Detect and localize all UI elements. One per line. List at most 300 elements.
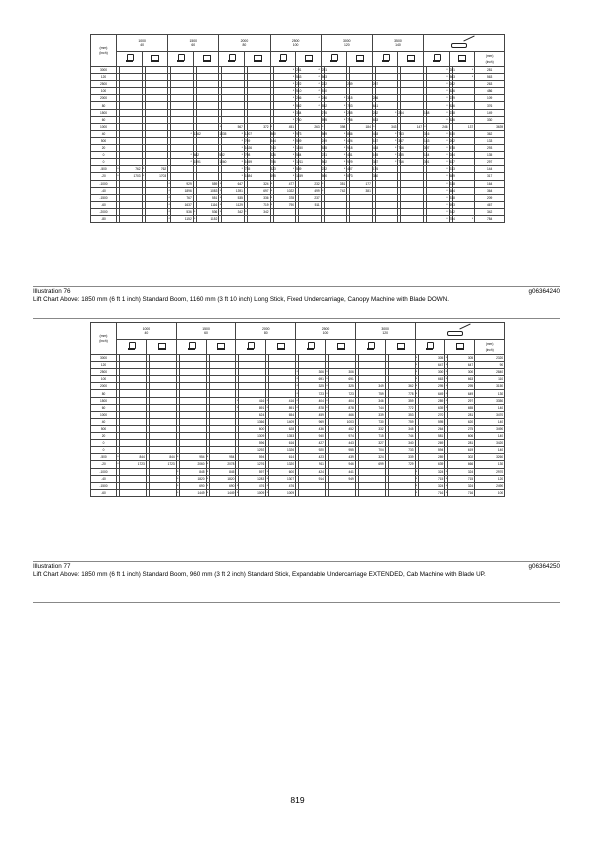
load-cell: * [427, 145, 450, 152]
load-cell [120, 180, 143, 187]
load-cell: 137 [452, 123, 475, 130]
height-cell: -40 [91, 187, 117, 194]
table-row [91, 376, 505, 383]
load-cell: 954 [209, 454, 236, 461]
load-cell: 342 [247, 208, 270, 215]
load-cell: 1283 [239, 475, 266, 482]
load-cell [358, 355, 385, 362]
height-cell: -2000 [91, 208, 117, 215]
side-load-header [398, 52, 424, 67]
load-cell: 684 [449, 188, 455, 193]
max-reach-header [415, 323, 505, 340]
load-cell: 316 [424, 131, 430, 136]
load-cell [328, 355, 355, 362]
load-cell: * [171, 152, 194, 159]
load-cell: 2078 [209, 461, 236, 468]
load-cell [120, 447, 147, 454]
load-cell: 332 [358, 425, 385, 432]
load-cell [388, 376, 415, 383]
height-cell: 2500 [91, 369, 117, 376]
table-row [91, 152, 505, 159]
height-cell: 60 [91, 116, 117, 123]
load-cell: 275 [448, 425, 475, 432]
load-cell: 581 [418, 433, 445, 440]
illustration-caption-1 [33, 288, 560, 304]
load-cell [388, 362, 415, 369]
over-side-icon [458, 54, 465, 62]
load-cell [247, 116, 270, 123]
load-cell [120, 425, 147, 432]
load-cell: * [427, 208, 450, 215]
load-cell: 552 [219, 153, 225, 158]
load-cell [269, 369, 296, 376]
load-cell [120, 397, 147, 404]
load-cell: * [168, 181, 170, 186]
load-cell [222, 81, 245, 88]
load-cell: 691 [299, 376, 326, 383]
load-cell [120, 411, 147, 418]
load-cell [401, 194, 424, 201]
load-cell: 237 [299, 194, 322, 201]
load-cell [375, 208, 398, 215]
load-cell: 624 [239, 411, 266, 418]
load-cell: 300 [448, 369, 475, 376]
load-cell: 372 [247, 123, 270, 130]
load-cell [149, 425, 176, 432]
load-cell [269, 390, 296, 397]
load-cell [299, 489, 326, 496]
load-cell: * [273, 81, 296, 88]
load-cell: 246 [296, 96, 302, 101]
load-cell [120, 468, 147, 475]
load-cell: 690 [179, 482, 206, 489]
load-cell: 263 [475, 81, 505, 88]
over-side-icon [337, 342, 344, 350]
load-cell: * [324, 109, 347, 116]
load-cell: 249 [321, 138, 328, 143]
load-cell [149, 376, 176, 383]
load-cell [239, 390, 266, 397]
load-cell [171, 102, 194, 109]
load-cell: * [270, 181, 273, 186]
load-cell [324, 88, 347, 95]
load-cell [247, 215, 270, 222]
column-header-row [91, 323, 505, 340]
load-cell [120, 355, 147, 362]
load-cell [269, 383, 296, 390]
load-cell: 326 [270, 153, 276, 158]
load-cell [209, 447, 236, 454]
max-reach-cell: 2320 [475, 355, 505, 362]
load-cell [350, 201, 373, 208]
load-cell [222, 88, 245, 95]
load-cell: 209 [475, 194, 505, 201]
load-cell [196, 137, 219, 144]
table-row [91, 362, 505, 369]
load-cell [145, 137, 168, 144]
load-cell: 772 [388, 404, 415, 411]
load-cell: * [375, 109, 398, 116]
load-cell: 552 [321, 103, 328, 108]
table-row [91, 201, 505, 208]
load-cell: 1449 [179, 489, 206, 496]
load-cell: 633 [372, 117, 379, 122]
table-row [91, 355, 505, 362]
height-cell: 2000 [91, 383, 117, 390]
side-load-header [385, 340, 415, 355]
load-cell: 693 [449, 202, 455, 207]
load-cell: * [427, 109, 450, 116]
load-cell: 499 [299, 187, 322, 194]
load-cell: 324 [358, 454, 385, 461]
table-row [91, 116, 505, 123]
height-cell: 120 [91, 362, 117, 369]
max-reach-cell: 100 [475, 489, 505, 496]
load-cell [209, 411, 236, 418]
load-cell [239, 383, 266, 390]
table-row [91, 166, 505, 173]
load-cell [452, 137, 475, 144]
load-cell: * [168, 209, 170, 214]
table-row [91, 433, 505, 440]
load-cell: 407 [347, 167, 353, 172]
load-cell: 1009 [239, 489, 266, 496]
load-cell: 324 [418, 482, 445, 489]
load-cell [222, 116, 245, 123]
load-cell: 251 [296, 68, 302, 73]
side-load-header [244, 52, 270, 67]
load-cell: 940 [299, 433, 326, 440]
height-cell: -500 [91, 454, 117, 461]
load-cell: * [427, 173, 450, 180]
load-cell: 1152 [196, 215, 219, 222]
load-cell: * [177, 476, 179, 481]
load-cell: * [427, 95, 450, 102]
load-cell: * [375, 152, 398, 159]
load-cell [452, 166, 475, 173]
load-cell: 1723 [120, 461, 147, 468]
load-cell: 424 [347, 138, 353, 143]
load-cell [120, 194, 143, 201]
load-cell: * [177, 455, 179, 460]
load-cell: 269 [418, 440, 445, 447]
load-cell [149, 397, 176, 404]
load-cell [401, 95, 424, 102]
load-cell: 756 [347, 117, 353, 122]
over-front-icon [382, 54, 389, 62]
load-cell: 347 [398, 138, 404, 143]
load-cell [149, 489, 176, 496]
load-cell [222, 95, 245, 102]
max-reach-cell: 2840 [475, 369, 505, 376]
load-cell [375, 187, 398, 194]
radius-column-header: 3000 120 [355, 323, 415, 340]
load-cell [209, 355, 236, 362]
over-side-icon [158, 342, 165, 350]
load-cell: * [273, 166, 296, 173]
load-cell: * [236, 490, 239, 495]
load-cell: * [324, 95, 347, 102]
table-row [91, 102, 505, 109]
load-cell [358, 482, 385, 489]
load-cell [401, 74, 424, 81]
load-cell: * [266, 469, 268, 474]
load-cell: * [427, 187, 450, 194]
load-cell: 398 [324, 123, 347, 130]
load-cell [388, 468, 415, 475]
load-cell [209, 369, 236, 376]
load-cell: 637 [449, 160, 455, 165]
divider-rule [33, 602, 560, 603]
load-cell: * [296, 384, 298, 389]
load-cell [247, 102, 270, 109]
load-cell [171, 145, 194, 152]
height-cell: 0 [91, 440, 117, 447]
load-cell: 239 [347, 82, 353, 87]
load-cell [401, 159, 424, 166]
load-cell: * [322, 124, 324, 129]
load-cell: 324 [448, 482, 475, 489]
column-header-row [91, 35, 505, 52]
load-cell: * [206, 476, 209, 481]
load-cell: 380 [372, 174, 379, 179]
load-cell: 1060 [219, 160, 227, 165]
table-row [91, 440, 505, 447]
over-front-icon [126, 54, 133, 62]
load-cell: 297 [448, 397, 475, 404]
load-cell: 1723 [149, 461, 176, 468]
load-cell: 164 [475, 180, 505, 187]
load-cell [179, 447, 206, 454]
illustration-caption-2 [33, 563, 560, 579]
load-cell: * [445, 469, 447, 474]
load-cell: * [296, 377, 298, 382]
load-cell: * [427, 88, 450, 95]
load-cell: * [177, 469, 179, 474]
load-cell: * [117, 174, 119, 179]
load-cell: 187 [372, 138, 379, 143]
table-row [91, 109, 505, 116]
load-cell [120, 137, 143, 144]
load-cell: 313 [449, 167, 455, 172]
load-cell: * [266, 490, 268, 495]
load-cell [222, 74, 245, 81]
load-cell: 1449 [209, 489, 236, 496]
load-cell: 1211 [296, 160, 303, 165]
load-cell: 441 [328, 468, 355, 475]
load-cell [179, 376, 206, 383]
load-cell [452, 130, 475, 137]
load-cell: * [324, 166, 347, 173]
illustration-code: g06364250 [528, 563, 560, 570]
load-cell [196, 88, 219, 95]
load-cell [120, 88, 143, 95]
load-cell [149, 404, 176, 411]
radius-column-header: 2000 80 [236, 323, 296, 340]
table-row [91, 187, 505, 194]
load-cell: 716 [418, 489, 445, 496]
load-cell [350, 67, 373, 74]
load-cell: 324 [247, 180, 270, 187]
load-cell [324, 194, 347, 201]
load-cell [375, 67, 398, 74]
table-row [91, 137, 505, 144]
load-cell: 144 [475, 166, 505, 173]
illustration-description: Lift Chart Above: 1850 mm (6 ft 1 inch) Standard Boom, 1160 mm (3 ft 10 inch) Long Stick, Fixed Undercarriage, Canopy Machine with Blade DOWN. [33, 296, 450, 303]
load-cell: * [375, 159, 398, 166]
load-cell: 1353 [269, 433, 296, 440]
load-cell: 733 [388, 447, 415, 454]
max-reach-cell: 130 [475, 461, 505, 468]
load-cell: 639 [418, 461, 445, 468]
load-cell: 1703 [120, 173, 143, 180]
load-cell: 147 [401, 123, 424, 130]
load-cell: 914 [299, 475, 326, 482]
lift-chart-table-2 [90, 322, 504, 497]
load-cell: * [326, 398, 328, 403]
load-cell: 647 [222, 180, 245, 187]
table-row [91, 411, 505, 418]
load-cell: 891 [239, 404, 266, 411]
load-cell: 1820 [179, 475, 206, 482]
lift-chart-grid [90, 34, 505, 223]
load-cell: 663 [448, 376, 475, 383]
load-cell [171, 88, 194, 95]
load-cell: 844 [120, 454, 147, 461]
load-cell: 282 [372, 110, 379, 115]
load-cell [209, 404, 236, 411]
radius-column-header: 2000 80 [219, 35, 270, 52]
height-cell: 3000 [91, 67, 117, 74]
load-cell [328, 362, 355, 369]
load-cell: 559 [196, 180, 219, 187]
load-cell: 1591 [193, 160, 201, 165]
table-row [91, 159, 505, 166]
load-cell [145, 194, 168, 201]
load-cell: * [219, 181, 221, 186]
load-cell [375, 102, 398, 109]
load-cell [145, 215, 168, 222]
front-load-header [321, 52, 347, 67]
load-cell: 306 [328, 369, 355, 376]
load-cell [120, 102, 143, 109]
height-cell: -40 [91, 475, 117, 482]
load-cell: 340 [388, 440, 415, 447]
load-cell: * [445, 405, 447, 410]
load-cell: 281 [448, 411, 475, 418]
load-cell: 955 [328, 447, 355, 454]
load-cell [269, 362, 296, 369]
load-cell: 762 [145, 166, 168, 173]
load-cell: 177 [350, 180, 373, 187]
load-cell: 165 [372, 153, 379, 158]
load-cell [171, 123, 194, 130]
load-cell [120, 123, 143, 130]
load-cell: 746 [398, 146, 404, 151]
max-reach-cell: 140 [475, 447, 505, 454]
load-cell: 263 [299, 123, 322, 130]
load-cell: 418 [372, 146, 379, 151]
load-cell [452, 109, 475, 116]
load-cell: * [266, 476, 268, 481]
max-reach-cell: 90 [475, 362, 505, 369]
load-cell: 666 [448, 461, 475, 468]
load-cell [247, 166, 270, 173]
load-cell [171, 137, 194, 144]
load-cell [120, 208, 143, 215]
front-load-header [176, 340, 206, 355]
load-cell: 476 [269, 482, 296, 489]
height-cell: 1000 [91, 411, 117, 418]
table-row [91, 173, 505, 180]
load-cell: 436 [299, 425, 326, 432]
load-cell [120, 130, 143, 137]
max-reach-cell: 120 [475, 475, 505, 482]
load-cell: 1276 [239, 461, 266, 468]
load-cell: 594 [239, 454, 266, 461]
load-cell: 759 [388, 418, 415, 425]
load-cell: 423 [299, 454, 326, 461]
load-cell [239, 355, 266, 362]
load-cell: 362 [388, 383, 415, 390]
load-cell [350, 208, 373, 215]
load-cell: * [445, 356, 447, 361]
load-cell: * [452, 67, 475, 74]
max-reach-cell: 110 [475, 376, 505, 383]
load-cell: 381 [350, 187, 373, 194]
load-cell [269, 355, 296, 362]
max-reach-cell: 140 [475, 418, 505, 425]
load-cell: 595 [418, 418, 445, 425]
load-cell [452, 173, 475, 180]
max-reach-cell: 3350 [475, 397, 505, 404]
load-cell: 704 [358, 447, 385, 454]
load-cell [120, 187, 143, 194]
load-cell: 929 [171, 180, 194, 187]
load-cell: 929 [347, 160, 353, 165]
load-cell [209, 433, 236, 440]
load-cell [222, 102, 245, 109]
divider-rule [33, 318, 560, 319]
load-cell [375, 88, 398, 95]
load-cell: 342 [475, 208, 505, 215]
max-reach-cell: 2970 [475, 468, 505, 475]
load-cell: * [273, 152, 296, 159]
load-cell [149, 440, 176, 447]
load-cell [196, 109, 219, 116]
load-cell [401, 173, 424, 180]
radius-column-header: 1000 40 [117, 323, 177, 340]
load-cell: 639 [418, 404, 445, 411]
load-cell [145, 201, 168, 208]
load-cell [222, 67, 245, 74]
load-cell [196, 102, 219, 109]
table-row [91, 418, 505, 425]
load-cell [196, 123, 219, 130]
table-row [91, 475, 505, 482]
table-row [91, 67, 505, 74]
load-cell: 784 [475, 215, 505, 222]
load-cell: 551 [196, 194, 219, 201]
unit-header: (mm) (inch) [91, 323, 117, 355]
illustration-label: Illustration 76 [33, 288, 71, 295]
load-cell [401, 67, 424, 74]
load-cell: 387 [372, 160, 379, 165]
load-cell: 476 [239, 482, 266, 489]
load-cell [358, 369, 385, 376]
load-cell [324, 81, 347, 88]
load-cell: * [270, 188, 273, 193]
